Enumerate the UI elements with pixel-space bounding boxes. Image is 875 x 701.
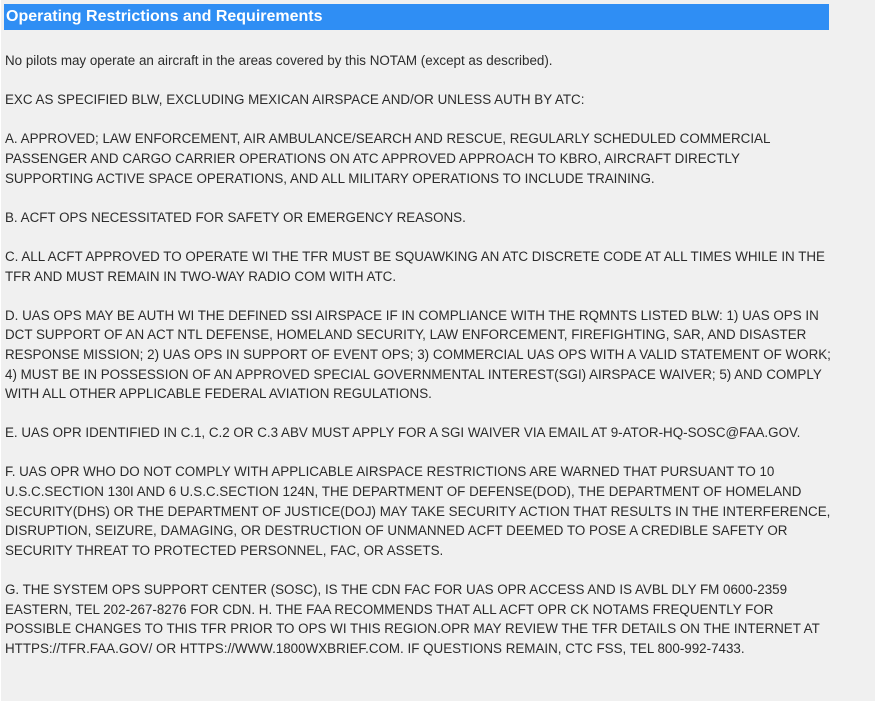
restriction-paragraph-c: C. ALL ACFT APPROVED TO OPERATE WI THE TFR MUST BE SQUAWKING AN ATC DISCRETE CODE AT ALL TIMES WHILE IN THE TFR AND MUST REMAIN IN TWO-WAY RADIO COM WITH ATC. [5, 248, 825, 284]
restriction-paragraph-f: F. UAS OPR WHO DO NOT COMPLY WITH APPLICABLE AIRSPACE RESTRICTIONS ARE WARNED THAT PURSUANT TO 10 U.S.C.SECTION 130I AND 6 U.S.C.SECTION 124N, THE DEPARTMENT OF DEFENSE(DOD), THE DEPARTMENT OF HOMELAND SECURITY(DHS) OR THE DEPARTMENT OF JUSTICE(DOJ) MAY TAKE SECURITY ACTION THAT RESULTS IN THE INTERFERENCE, DISRUPTION, SEIZURE, DAMAGING, OR DESTRUCTION OF UNMANNED ACFT DEEMED TO POSE A CREDIBLE SAFETY OR SECURITY THREAT TO PROTECTED PERSONNEL, FAC, OR ASSETS. [5, 464, 831, 558]
restrictions-panel [1, 0, 875, 701]
intro-paragraph: No pilots may operate an aircraft in the areas covered by this NOTAM (except as described). [5, 53, 553, 68]
restriction-paragraph-b: B. ACFT OPS NECESSITATED FOR SAFETY OR EMERGENCY REASONS. [5, 209, 466, 225]
restrictions-content [5, 51, 831, 658]
restriction-paragraph-d: D. UAS OPS MAY BE AUTH WI THE DEFINED SSI AIRSPACE IF IN COMPLIANCE WITH THE RQMNTS LISTED BLW: 1) UAS OPS IN DCT SUPPORT OF AN ACT NTL DEFENSE, HOMELAND SECURITY, LAW ENFORCEMENT, FIREFIGHTING, SAR, AND DISASTER RESPONSE MISSION; 2) UAS OPS IN SUPPORT OF EVENT OPS; 3) COMMERCIAL UAS OPS WITH A VALID STATEMENT OF WORK; 4) MUST BE IN POSSESSION OF AN APPROVED SPECIAL GOVERNMENTAL INTEREST(SGI) AIRSPACE WAIVER; 5) AND COMPLY WITH ALL OTHER APPLICABLE FEDERAL AVIATION REGULATIONS. [5, 307, 831, 402]
restriction-paragraph-g: G. THE SYSTEM OPS SUPPORT CENTER (SOSC), IS THE CDN FAC FOR UAS OPR ACCESS AND IS AVBL DLY FM 0600-2359 EASTERN, TEL 202-267-8276 FOR CDN. H. THE FAA RECOMMENDS THAT ALL ACFT OPR CK NOTAMS FREQUENTLY FOR POSSIBLE CHANGES TO THIS TFR PRIOR TO OPS WI THIS REGION.OPR MAY REVIEW THE TFR DETAILS ON THE INTERNET AT HTTPS://TFR.FAA.GOV/ OR HTTPS://WWW.1800WXBRIEF.COM. IF QUESTIONS REMAIN, CTC FSS, TEL 800-992-7433. [5, 582, 820, 656]
restriction-paragraph-a: A. APPROVED; LAW ENFORCEMENT, AIR AMBULANCE/SEARCH AND RESCUE, REGULARLY SCHEDULED COMMERCIAL PASSENGER AND CARGO CARRIER OPERATIONS ON ATC APPROVED APPROACH TO KBRO, AIRCRAFT DIRECTLY SUPPORTING ACTIVE SPACE OPERATIONS, AND ALL MILITARY OPERATIONS TO INCLUDE TRAINING. [5, 131, 770, 186]
exception-paragraph: EXC AS SPECIFIED BLW, EXCLUDING MEXICAN AIRSPACE AND/OR UNLESS AUTH BY ATC: [5, 92, 585, 108]
restriction-paragraph-e: E. UAS OPR IDENTIFIED IN C.1, C.2 OR C.3 ABV MUST APPLY FOR A SGI WAIVER VIA EMAIL AT 9-ATOR-HQ-SOSC@FAA.GOV. [5, 425, 801, 441]
section-header [4, 4, 829, 30]
section-title: Operating Restrictions and Requirements [6, 8, 323, 25]
